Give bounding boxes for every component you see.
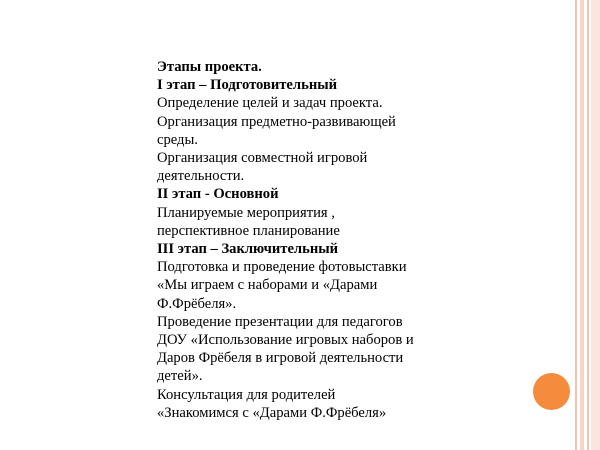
stage-1-heading: I этап – Подготовительный xyxy=(157,77,338,94)
text-line: среды. xyxy=(157,131,198,148)
text-line: Подготовка и проведение фотовыставки xyxy=(157,259,407,276)
text-line: Консультация для родителей xyxy=(157,386,336,403)
text-line: Организация предметно-развивающей xyxy=(157,113,396,130)
text-line: Определение целей и задач проекта. xyxy=(157,95,383,112)
decorative-stripe xyxy=(580,0,584,450)
decorative-stripe xyxy=(591,0,600,450)
orange-circle-decoration xyxy=(533,373,570,410)
text-line: Организация совместной игровой xyxy=(157,150,368,167)
text-line: «Мы играем с наборами и «Дарами xyxy=(157,277,378,294)
text-line: перспективное планирование xyxy=(157,222,340,239)
text-line: Проведение презентации для педагогов xyxy=(157,313,403,330)
stage-3-heading: III этап – Заключительный xyxy=(157,241,339,258)
text-line: Ф.Фрёбеля». xyxy=(157,295,237,312)
decorative-stripe xyxy=(587,0,589,450)
text-line: детей». xyxy=(157,368,203,385)
text-line: «Знакомимся с «Дарами Ф.Фрёбеля» xyxy=(157,404,387,421)
text-line: деятельности. xyxy=(157,168,245,185)
decorative-stripe xyxy=(575,0,577,450)
text-line: Планируемые мероприятия , xyxy=(157,204,335,221)
heading-project-stages: Этапы проекта. xyxy=(157,59,262,75)
slide-text-body xyxy=(157,58,467,422)
text-line: ДОУ «Использование игровых наборов и xyxy=(157,332,414,349)
text-line: Даров Фрёбеля в игровой деятельности xyxy=(157,350,404,367)
stage-2-heading: II этап - Основной xyxy=(157,186,279,203)
